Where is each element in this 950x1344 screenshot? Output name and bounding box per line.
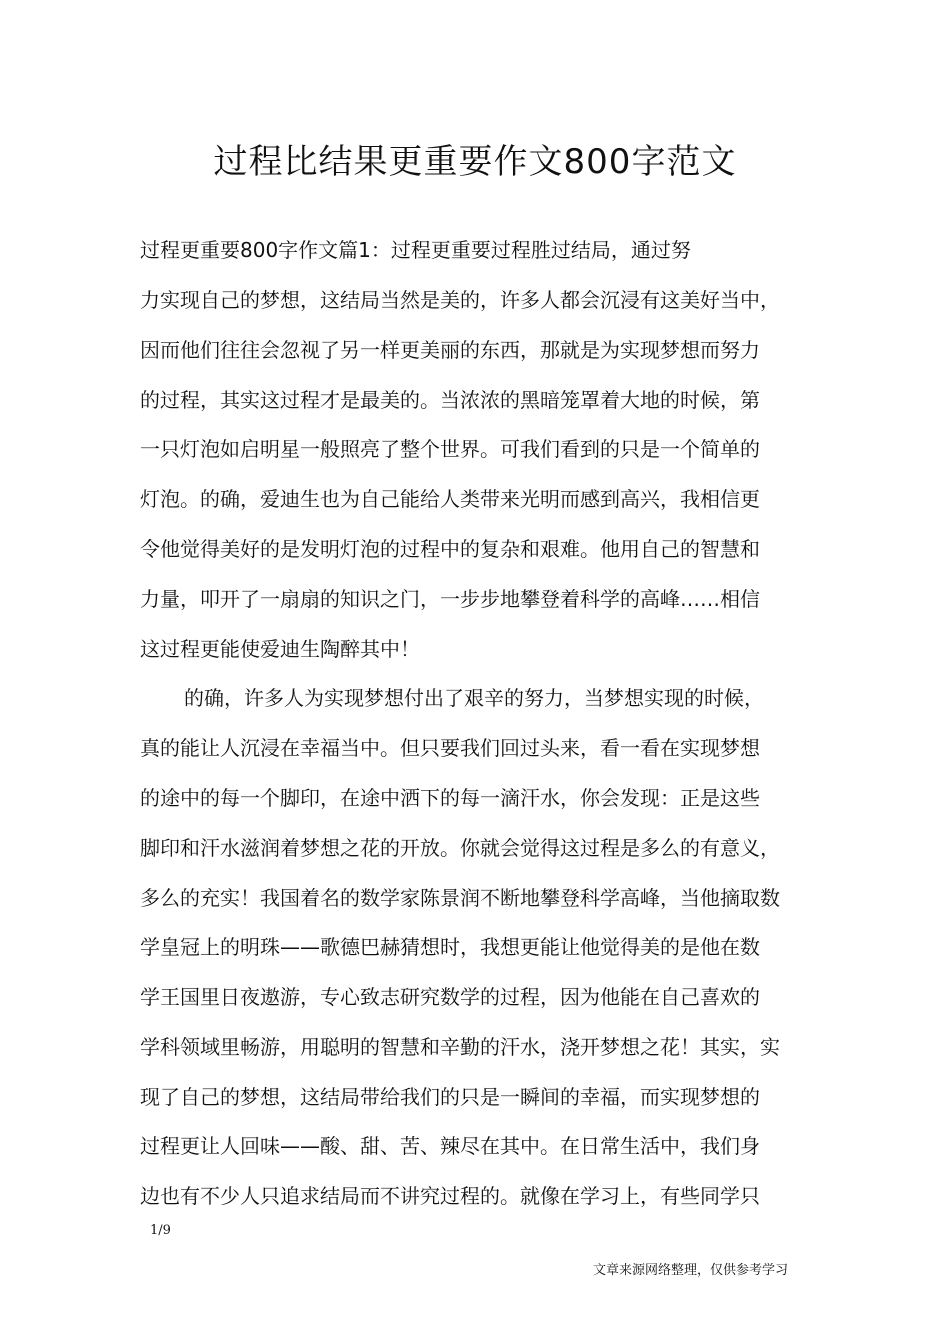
text-line: 多么的充实！我国着名的数学家陈景润不断地攀登科学高峰，当他摘取数 xyxy=(140,886,780,910)
text-line: 的途中的每一个脚印，在途中洒下的每一滴汗水，你会发现：正是这些 xyxy=(140,786,760,810)
text-line: 现了自己的梦想，这结局带给我们的只是一瞬间的幸福，而实现梦想的 xyxy=(140,1085,760,1109)
text-line: 力量，叩开了一扇扇的知识之门，一步步地攀登着科学的高峰……相信 xyxy=(140,587,760,611)
text-line: 学皇冠上的明珠——歌德巴赫猜想时，我想更能让他觉得美的是他在数 xyxy=(140,935,760,959)
text-line: 力实现自己的梦想，这结局当然是美的，许多人都会沉浸有这美好当中， xyxy=(140,288,780,312)
text-line: 一只灯泡如启明星一般照亮了整个世界。可我们看到的只是一个简单的 xyxy=(140,437,760,461)
text-line: 脚印和汗水滋润着梦想之花的开放。你就会觉得这过程是多么的有意义， xyxy=(140,836,780,860)
text-line: 边也有不少人只追求结局而不讲究过程的。就像在学习上，有些同学只 xyxy=(140,1184,760,1208)
text-line: 令他觉得美好的是发明灯泡的过程中的复杂和艰难。他用自己的智慧和 xyxy=(140,537,760,561)
text-line: 的过程，其实这过程才是最美的。当浓浓的黑暗笼罩着大地的时候，第 xyxy=(140,388,760,412)
text-line: 过程更让人回味——酸、甜、苦、辣尽在其中。在日常生活中，我们身 xyxy=(140,1134,760,1158)
text-line: 真的能让人沉浸在幸福当中。但只要我们回过头来，看一看在实现梦想 xyxy=(140,736,760,760)
text-line: 这过程更能使爱迪生陶醉其中！ xyxy=(140,637,420,661)
page-title: 过程比结果更重要作文800字范文 xyxy=(213,142,737,182)
source-note: 文章来源网络整理，仅供参考学习 xyxy=(593,1263,789,1278)
page-number: 1/9 xyxy=(150,1223,171,1238)
text-line: 的确，许多人为实现梦想付出了艰辛的努力，当梦想实现的时候， xyxy=(184,686,764,710)
text-line: 灯泡。的确，爱迪生也为自己能给人类带来光明而感到高兴，我相信更 xyxy=(140,487,760,511)
text-line: 学科领域里畅游，用聪明的智慧和辛勤的汗水，浇开梦想之花！其实，实 xyxy=(140,1035,780,1059)
text-line: 过程更重要800字作文篇1：过程更重要过程胜过结局，通过努 xyxy=(140,238,691,262)
text-line: 学王国里日夜遨游，专心致志研究数学的过程，因为他能在自己喜欢的 xyxy=(140,985,760,1009)
text-line: 因而他们往往会忽视了另一样更美丽的东西，那就是为实现梦想而努力 xyxy=(140,338,760,362)
